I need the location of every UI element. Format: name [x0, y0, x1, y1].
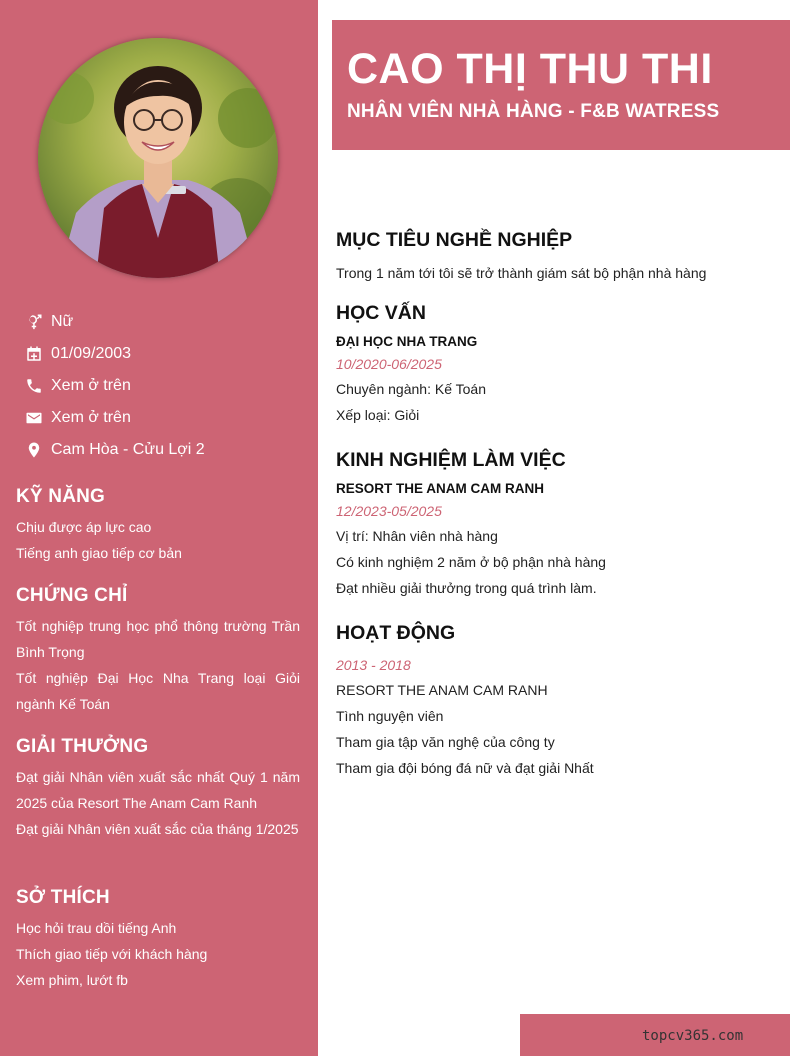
contact-phone[interactable]	[24, 370, 304, 402]
contact-gender-text: Nữ	[51, 313, 74, 330]
email-icon	[24, 408, 44, 428]
education-section	[336, 302, 776, 428]
list-item: Vị trí: Nhân viên nhà hàng	[336, 528, 498, 544]
list-item: Đạt nhiều giải thưởng trong quá trình làm.	[336, 580, 597, 596]
section-title: SỞ THÍCH	[16, 887, 110, 908]
calendar-icon	[24, 344, 44, 364]
section-title: GIẢI THƯỞNG	[16, 736, 149, 757]
list-item: Chịu được áp lực cao	[16, 519, 152, 535]
school-name: ĐẠI HỌC NHA TRANG	[336, 334, 478, 349]
education-dates: 10/2020-06/2025	[336, 356, 442, 372]
section-title: KỸ NĂNG	[16, 486, 106, 507]
contact-phone-text: Xem ở trên	[51, 377, 131, 394]
company-name: RESORT THE ANAM CAM RANH	[336, 481, 544, 496]
avatar	[38, 38, 278, 278]
skills-section	[16, 486, 300, 566]
contact-email-text: Xem ở trên	[51, 409, 131, 426]
contact-birthday-text: 01/09/2003	[51, 345, 132, 362]
watermark-badge	[520, 1014, 790, 1056]
sidebar	[0, 0, 318, 1056]
section-title: KINH NGHIỆM LÀM VIỆC	[336, 449, 566, 471]
list-item: Thích giao tiếp với khách hàng	[16, 946, 208, 962]
list-item: Tốt nghiệp Đại Học Nha Trang loại Giỏi ngành Kế Toán	[16, 670, 300, 712]
profile-photo	[38, 38, 278, 278]
section-title: HOẠT ĐỘNG	[336, 622, 456, 644]
list-item: Tình nguyện viên	[336, 708, 444, 724]
phone-icon	[24, 376, 44, 396]
list-item: Học hỏi trau dồi tiếng Anh	[16, 920, 177, 936]
objective-section	[336, 229, 776, 286]
activities-dates: 2013 - 2018	[336, 657, 411, 673]
list-item: Tham gia đội bóng đá nữ và đạt giải Nhất	[336, 760, 594, 776]
list-item: Xem phim, lướt fb	[16, 972, 128, 988]
list-item: Đạt giải Nhân viên xuất sắc nhất Quý 1 năm 2025 của Resort The Anam Cam Ranh	[16, 769, 300, 811]
list-item: Xếp loại: Giỏi	[336, 407, 420, 423]
list-item: Đạt giải Nhân viên xuất sắc của tháng 1/2025	[16, 821, 299, 837]
list-item: Chuyên ngành: Kế Toán	[336, 381, 486, 397]
experience-section	[336, 449, 776, 601]
candidate-name: CAO THỊ THU THI	[347, 45, 713, 93]
contact-info	[24, 306, 304, 466]
experience-dates: 12/2023-05/2025	[336, 503, 442, 519]
section-title: HỌC VẤN	[336, 302, 426, 324]
contact-email[interactable]	[24, 402, 304, 434]
list-item: Tiếng anh giao tiếp cơ bản	[16, 545, 182, 561]
certificates-section	[16, 585, 300, 717]
objective-text: Trong 1 năm tới tôi sẽ trở thành giám sát bộ phận nhà hàng	[336, 265, 707, 281]
header	[332, 20, 790, 150]
hobbies-section	[16, 887, 300, 993]
list-item: RESORT THE ANAM CAM RANH	[336, 682, 548, 698]
activities-section	[336, 622, 776, 781]
list-item: Tốt nghiệp trung học phổ thông trường Trần Bình Trọng	[16, 618, 300, 660]
contact-address-text: Cam Hòa - Cửu Lợi 2	[51, 441, 205, 458]
job-title: NHÂN VIÊN NHÀ HÀNG - F&B WATRESS	[347, 101, 720, 122]
list-item: Tham gia tập văn nghệ của công ty	[336, 734, 555, 750]
contact-birthday	[24, 338, 304, 370]
watermark-text: topcv365.com	[642, 1028, 744, 1044]
awards-section	[16, 736, 300, 842]
list-item: Có kinh nghiệm 2 năm ở bộ phận nhà hàng	[336, 554, 606, 570]
contact-address	[24, 434, 304, 466]
contact-gender	[24, 306, 304, 338]
location-icon	[24, 440, 44, 460]
section-title: CHỨNG CHỈ	[16, 585, 128, 606]
gender-icon	[24, 312, 44, 332]
section-title: MỤC TIÊU NGHỀ NGHIỆP	[336, 229, 573, 251]
